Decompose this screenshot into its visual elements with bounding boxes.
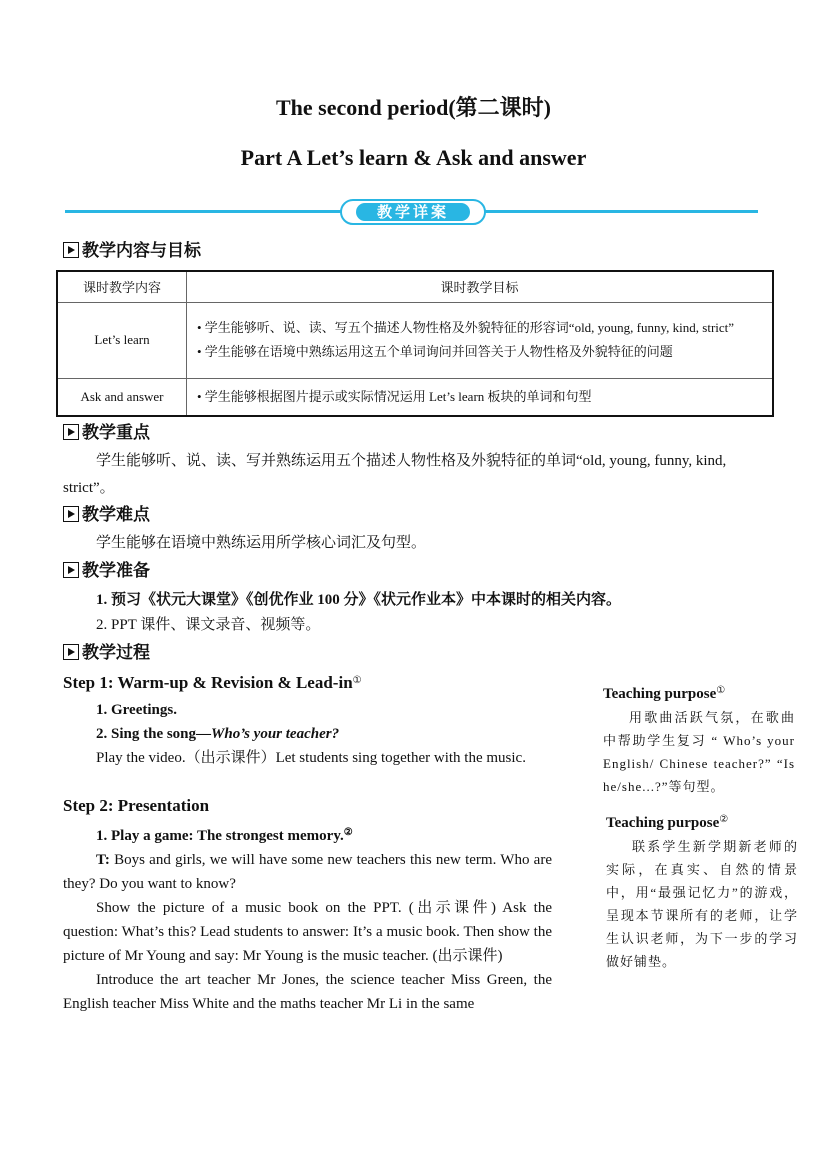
- game-label: 1. Play a game: The strongest memory.: [96, 828, 344, 844]
- note-title: [603, 679, 795, 706]
- table-header-row: [57, 271, 773, 302]
- goal-item: • 学生能够根据图片提示或实际情况运用 Let’s learn 板块的单词和句型: [197, 388, 592, 404]
- goal-item: • 学生能够听、说、读、写五个描述人物性格及外貌特征的形容词“old, young, funny, kind, strict”: [197, 320, 735, 335]
- song-instruction: Play the video.（出示课件）Let students sing together with the music.: [96, 750, 526, 766]
- preparation-item: 2. PPT 课件、课文录音、视频等。: [96, 617, 321, 633]
- page-title: The second period(第二课时): [275, 95, 551, 120]
- section-label: 教学过程: [82, 643, 150, 663]
- play-triangle-icon: [63, 242, 79, 258]
- section-heading-preparation: [63, 559, 150, 583]
- section-heading-content-goals: [63, 239, 201, 263]
- banner-badge: [340, 199, 486, 225]
- section-heading-process: [63, 641, 150, 665]
- section-label: 教学准备: [82, 561, 150, 581]
- step1-heading: [63, 673, 362, 693]
- teaching-purpose-note: [606, 808, 798, 973]
- footnote-mark: ②: [343, 827, 353, 838]
- footnote-mark: ①: [716, 685, 726, 696]
- footnote-mark: ①: [352, 675, 362, 686]
- note-title: [606, 808, 798, 835]
- section-label: 教学内容与目标: [82, 241, 201, 261]
- page-subtitle: Part A Let’s learn & Ask and answer: [240, 145, 587, 170]
- table-header-cell: 课时教学内容: [57, 271, 187, 302]
- game-line: [63, 821, 552, 848]
- footnote-mark: ②: [719, 814, 729, 825]
- note-title-text: Teaching purpose: [606, 815, 720, 831]
- greetings-line: 1. Greetings.: [96, 702, 177, 718]
- teacher-line: [63, 848, 552, 896]
- section-heading-key-points: [63, 421, 150, 445]
- song-title: Who’s your teacher?: [211, 726, 340, 742]
- table-cell-goals: [187, 378, 774, 416]
- presentation-paragraph: Introduce the art teacher Mr Jones, the science teacher Miss Green, the English teacher Miss White and the maths teacher Mr Li in the same: [63, 972, 552, 1012]
- table-row: [57, 378, 773, 416]
- table-cell-content: Let’s learn: [57, 302, 187, 378]
- preparation-item: 1. 预习《状元大课堂》《创优作业 100 分》《状元作业本》中本课时的相关内容。: [96, 592, 622, 608]
- step1-title: Step 1: Warm-up & Revision & Lead-in: [63, 673, 353, 692]
- table-cell-goals: [187, 302, 774, 378]
- goal-item: • 学生能够在语境中熟练运用这五个单词询问并回答关于人物性格及外貌特征的问题: [197, 344, 673, 359]
- teaching-purpose-note: [603, 679, 795, 798]
- play-triangle-icon: [63, 506, 79, 522]
- difficulties-text: 学生能够在语境中熟练运用所学核心词汇及句型。: [96, 535, 427, 551]
- banner-line-left: [65, 210, 347, 213]
- step1-body: [63, 698, 552, 770]
- step2-body: [63, 821, 552, 1016]
- banner-line-right: [479, 210, 758, 213]
- table-cell-content: Ask and answer: [57, 378, 187, 416]
- play-triangle-icon: [63, 644, 79, 660]
- teacher-speech: Boys and girls, we will have some new teachers this new term. Who are they? Do you want to know?: [63, 852, 552, 892]
- song-line: [63, 722, 552, 746]
- speaker-label: T:: [96, 852, 110, 868]
- banner-label: 教学详案: [356, 203, 470, 221]
- section-label: 教学重点: [82, 423, 150, 443]
- play-triangle-icon: [63, 562, 79, 578]
- section-heading-difficulties: [63, 503, 150, 527]
- table-header-cell: 课时教学目标: [187, 271, 774, 302]
- presentation-paragraph: Show the picture of a music book on the PPT. (出示课件) Ask the question: What’s this? Lead students to answer: It’s a music book. Then show the picture of Mr Young and say: Mr Young is the music teacher. (出示课件): [63, 900, 552, 964]
- note-body: 联系学生新学期新老师的实际，在真实、自然的情景中，用“最强记忆力”的游戏，呈现本节课所有的老师，让学生认识老师，为下一步的学习做好铺垫。: [606, 839, 798, 969]
- table-row: [57, 302, 773, 378]
- section-label: 教学难点: [82, 505, 150, 525]
- note-body: 用歌曲活跃气氛，在歌曲中帮助学生复习 “ Who’s your English/ Chinese teacher?” “Is he/she...?”等句型。: [603, 710, 795, 794]
- objectives-table: [56, 270, 774, 417]
- step2-heading: Step 2: Presentation: [63, 796, 210, 815]
- note-title-text: Teaching purpose: [603, 686, 717, 702]
- song-label: 2. Sing the song—: [96, 726, 212, 742]
- key-points-text: 学生能够听、说、读、写并熟练运用五个描述人物性格及外貌特征的单词“old, young, funny, kind, strict”。: [63, 453, 727, 496]
- play-triangle-icon: [63, 424, 79, 440]
